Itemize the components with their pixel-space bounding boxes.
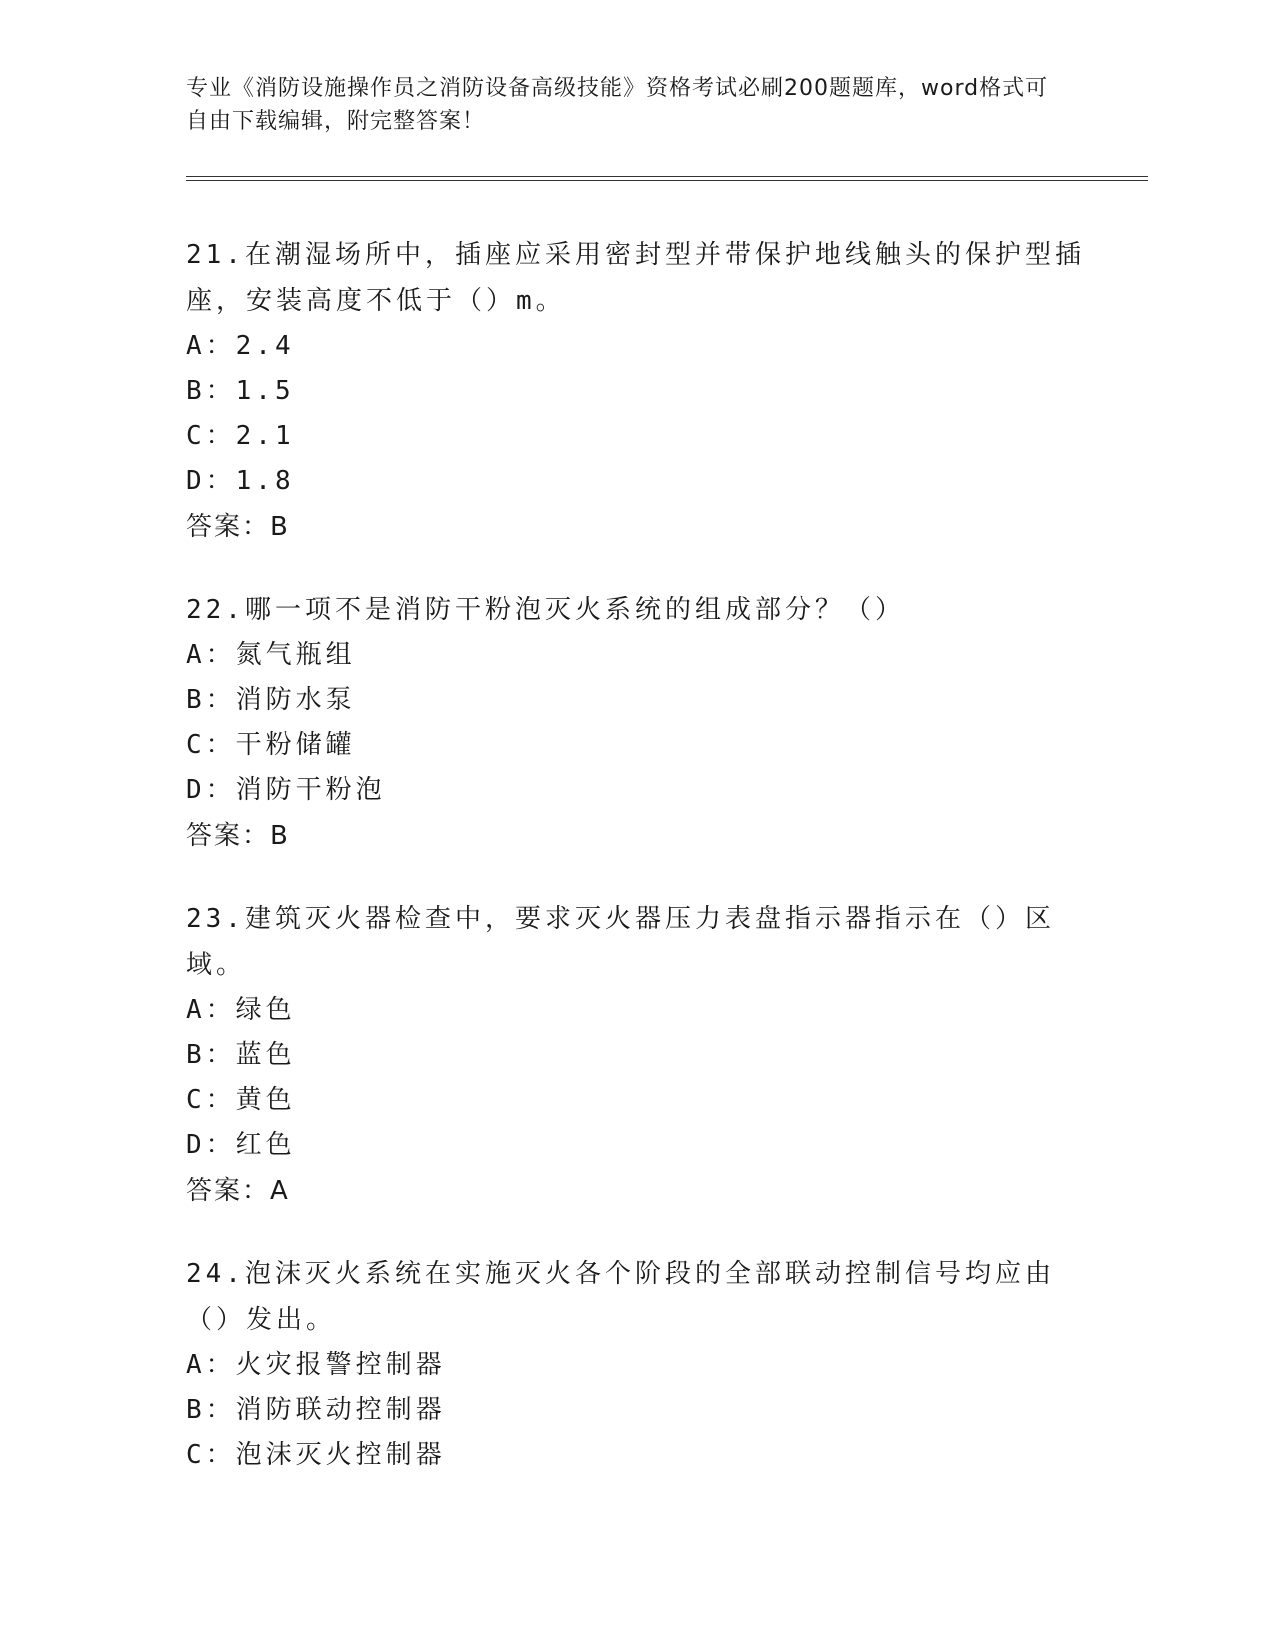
option-b: B：消防联动控制器 bbox=[186, 1395, 446, 1425]
answer-line: 答案：B bbox=[186, 821, 290, 851]
question-22 bbox=[186, 587, 1086, 859]
option-a: A：绿色 bbox=[186, 995, 296, 1025]
answer-line: 答案：A bbox=[186, 1176, 290, 1206]
question-stem: 22.哪一项不是消防干粉泡灭火系统的组成部分？（） bbox=[186, 595, 905, 625]
option-c: C：黄色 bbox=[186, 1085, 296, 1115]
option-d: D：消防干粉泡 bbox=[186, 775, 386, 805]
answer-line: 答案：B bbox=[186, 512, 290, 542]
header-divider bbox=[186, 176, 1148, 181]
option-c: C：2.1 bbox=[186, 421, 295, 451]
question-list bbox=[186, 232, 1086, 1515]
question-24 bbox=[186, 1251, 1086, 1478]
document-header: 专业《消防设施操作员之消防设备高级技能》资格考试必刷200题题库，word格式可自由下载编辑，附完整答案！ bbox=[186, 76, 1049, 134]
option-d: D：1.8 bbox=[186, 466, 295, 496]
option-c: C：泡沫灭火控制器 bbox=[186, 1440, 446, 1470]
option-a: A：2.4 bbox=[186, 331, 295, 361]
option-b: B：1.5 bbox=[186, 376, 295, 406]
option-b: B：消防水泵 bbox=[186, 685, 356, 715]
option-a: A：火灾报警控制器 bbox=[186, 1350, 446, 1380]
question-stem: 24.泡沫灭火系统在实施灭火各个阶段的全部联动控制信号均应由（）发出。 bbox=[186, 1259, 1055, 1335]
option-c: C：干粉储罐 bbox=[186, 730, 356, 760]
option-a: A：氮气瓶组 bbox=[186, 640, 356, 670]
question-21 bbox=[186, 232, 1086, 550]
question-stem: 23.建筑灭火器检查中，要求灭火器压力表盘指示器指示在（）区域。 bbox=[186, 904, 1055, 980]
question-23 bbox=[186, 896, 1086, 1214]
option-d: D：红色 bbox=[186, 1130, 296, 1160]
question-stem: 21.在潮湿场所中，插座应采用密封型并带保护地线触头的保护型插座，安装高度不低于（）m。 bbox=[186, 240, 1085, 316]
option-b: B：蓝色 bbox=[186, 1040, 296, 1070]
